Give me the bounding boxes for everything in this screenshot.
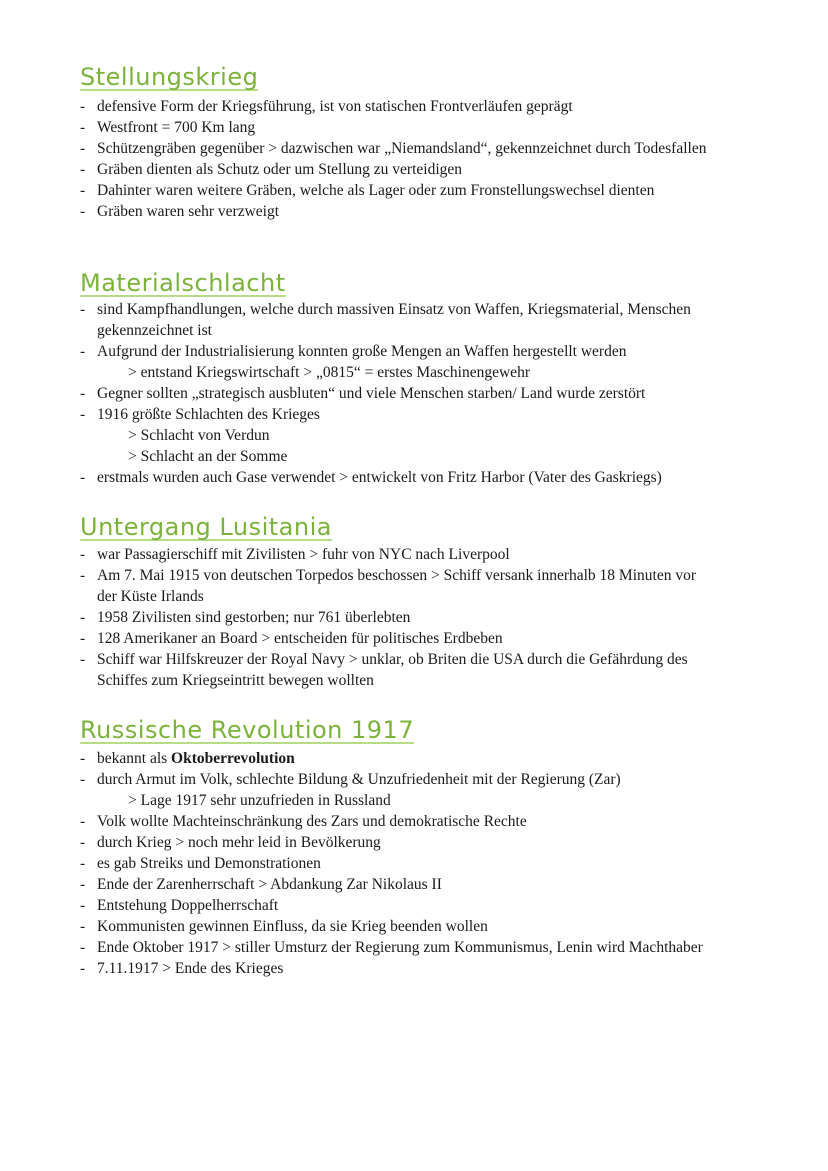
list-item: - Ende der Zarenherrschaft > Abdankung Zar Nikolaus II: [80, 876, 442, 893]
list-item: - 1958 Zivilisten sind gestorben; nur 761 überlebten: [80, 609, 411, 626]
list-item: - 7.11.1917 > Ende des Krieges: [80, 960, 284, 977]
list-item: - Westfront = 700 Km lang: [80, 119, 256, 136]
list-item: - war Passagierschiff mit Zivilisten > fuhr von NYC nach Liverpool: [80, 546, 510, 563]
list-item: - erstmals wurden auch Gase verwendet > entwickelt von Fritz Harbor (Vater des Gaskriegs): [80, 469, 662, 486]
list-item: - Schützengräben gegenüber > dazwischen war „Niemandsland“, gekennzeichnet durch Todesfallen: [80, 140, 707, 157]
bullet-list: [0, 299, 728, 488]
list-item: - Gräben dienten als Schutz oder um Stellung zu verteidigen: [80, 161, 463, 178]
bullet-list: [0, 544, 717, 691]
bullet-list: [0, 748, 728, 979]
list-item: - durch Armut im Volk, schlechte Bildung & Unzufriedenheit mit der Regierung (Zar): [80, 771, 621, 788]
list-item: - sind Kampfhandlungen, welche durch massiven Einsatz von Waffen, Kriegsmaterial, Menschen gekennzeichnet ist: [80, 301, 691, 339]
list-item: - Aufgrund der Industrialisierung konnten große Mengen an Waffen hergestellt werden: [80, 343, 627, 360]
list-item: - defensive Form der Kriegsführung, ist von statischen Frontverläufen geprägt: [80, 98, 573, 115]
list-item: - Schiff war Hilfskreuzer der Royal Navy > unklar, ob Briten die USA durch die Gefährdung des Schiffes zum Kriegseintritt bewegen wollten: [80, 651, 688, 689]
list-item: - Dahinter waren weitere Gräben, welche als Lager oder zum Fronstellungswechsel dienten: [80, 182, 655, 199]
list-item: - Volk wollte Machteinschränkung des Zars und demokratische Rechte: [80, 813, 527, 830]
list-item: - Am 7. Mai 1915 von deutschen Torpedos beschossen > Schiff versank innerhalb 18 Minuten vor der Küste Irlands: [80, 567, 696, 605]
list-item: - Ende Oktober 1917 > stiller Umsturz der Regierung zum Kommunismus, Lenin wird Machthaber: [80, 939, 703, 956]
list-item: - Gräben waren sehr verzweigt: [80, 203, 280, 220]
list-item: - Kommunisten gewinnen Einfluss, da sie Krieg beenden wollen: [80, 918, 488, 935]
list-subitem: > entstand Kriegswirtschaft > „0815“ = erstes Maschinengewehr: [128, 364, 530, 381]
list-item: - 1916 größte Schlachten des Krieges: [80, 406, 320, 423]
section-heading: Materialschlacht: [80, 269, 286, 297]
section-heading: Stellungskrieg: [80, 63, 259, 91]
list-item: - bekannt als Oktoberrevolution: [80, 750, 295, 767]
list-subitem: > Schlacht an der Somme: [128, 448, 288, 465]
list-item: - Entstehung Doppelherrschaft: [80, 897, 279, 914]
list-item: - durch Krieg > noch mehr leid in Bevölkerung: [80, 834, 381, 851]
section-heading: Untergang Lusitania: [80, 513, 332, 541]
list-subitem: > Schlacht von Verdun: [128, 427, 270, 444]
list-item: - es gab Streiks und Demonstrationen: [80, 855, 321, 872]
section-heading: Russische Revolution 1917: [80, 716, 415, 744]
bullet-list: [0, 96, 717, 222]
list-item: - 128 Amerikaner an Board > entscheiden für politisches Erdbeben: [80, 630, 503, 647]
list-subitem: > Lage 1917 sehr unzufrieden in Russland: [128, 792, 391, 809]
list-item: - Gegner sollten „strategisch ausbluten“ und viele Menschen starben/ Land wurde zerstört: [80, 385, 646, 402]
